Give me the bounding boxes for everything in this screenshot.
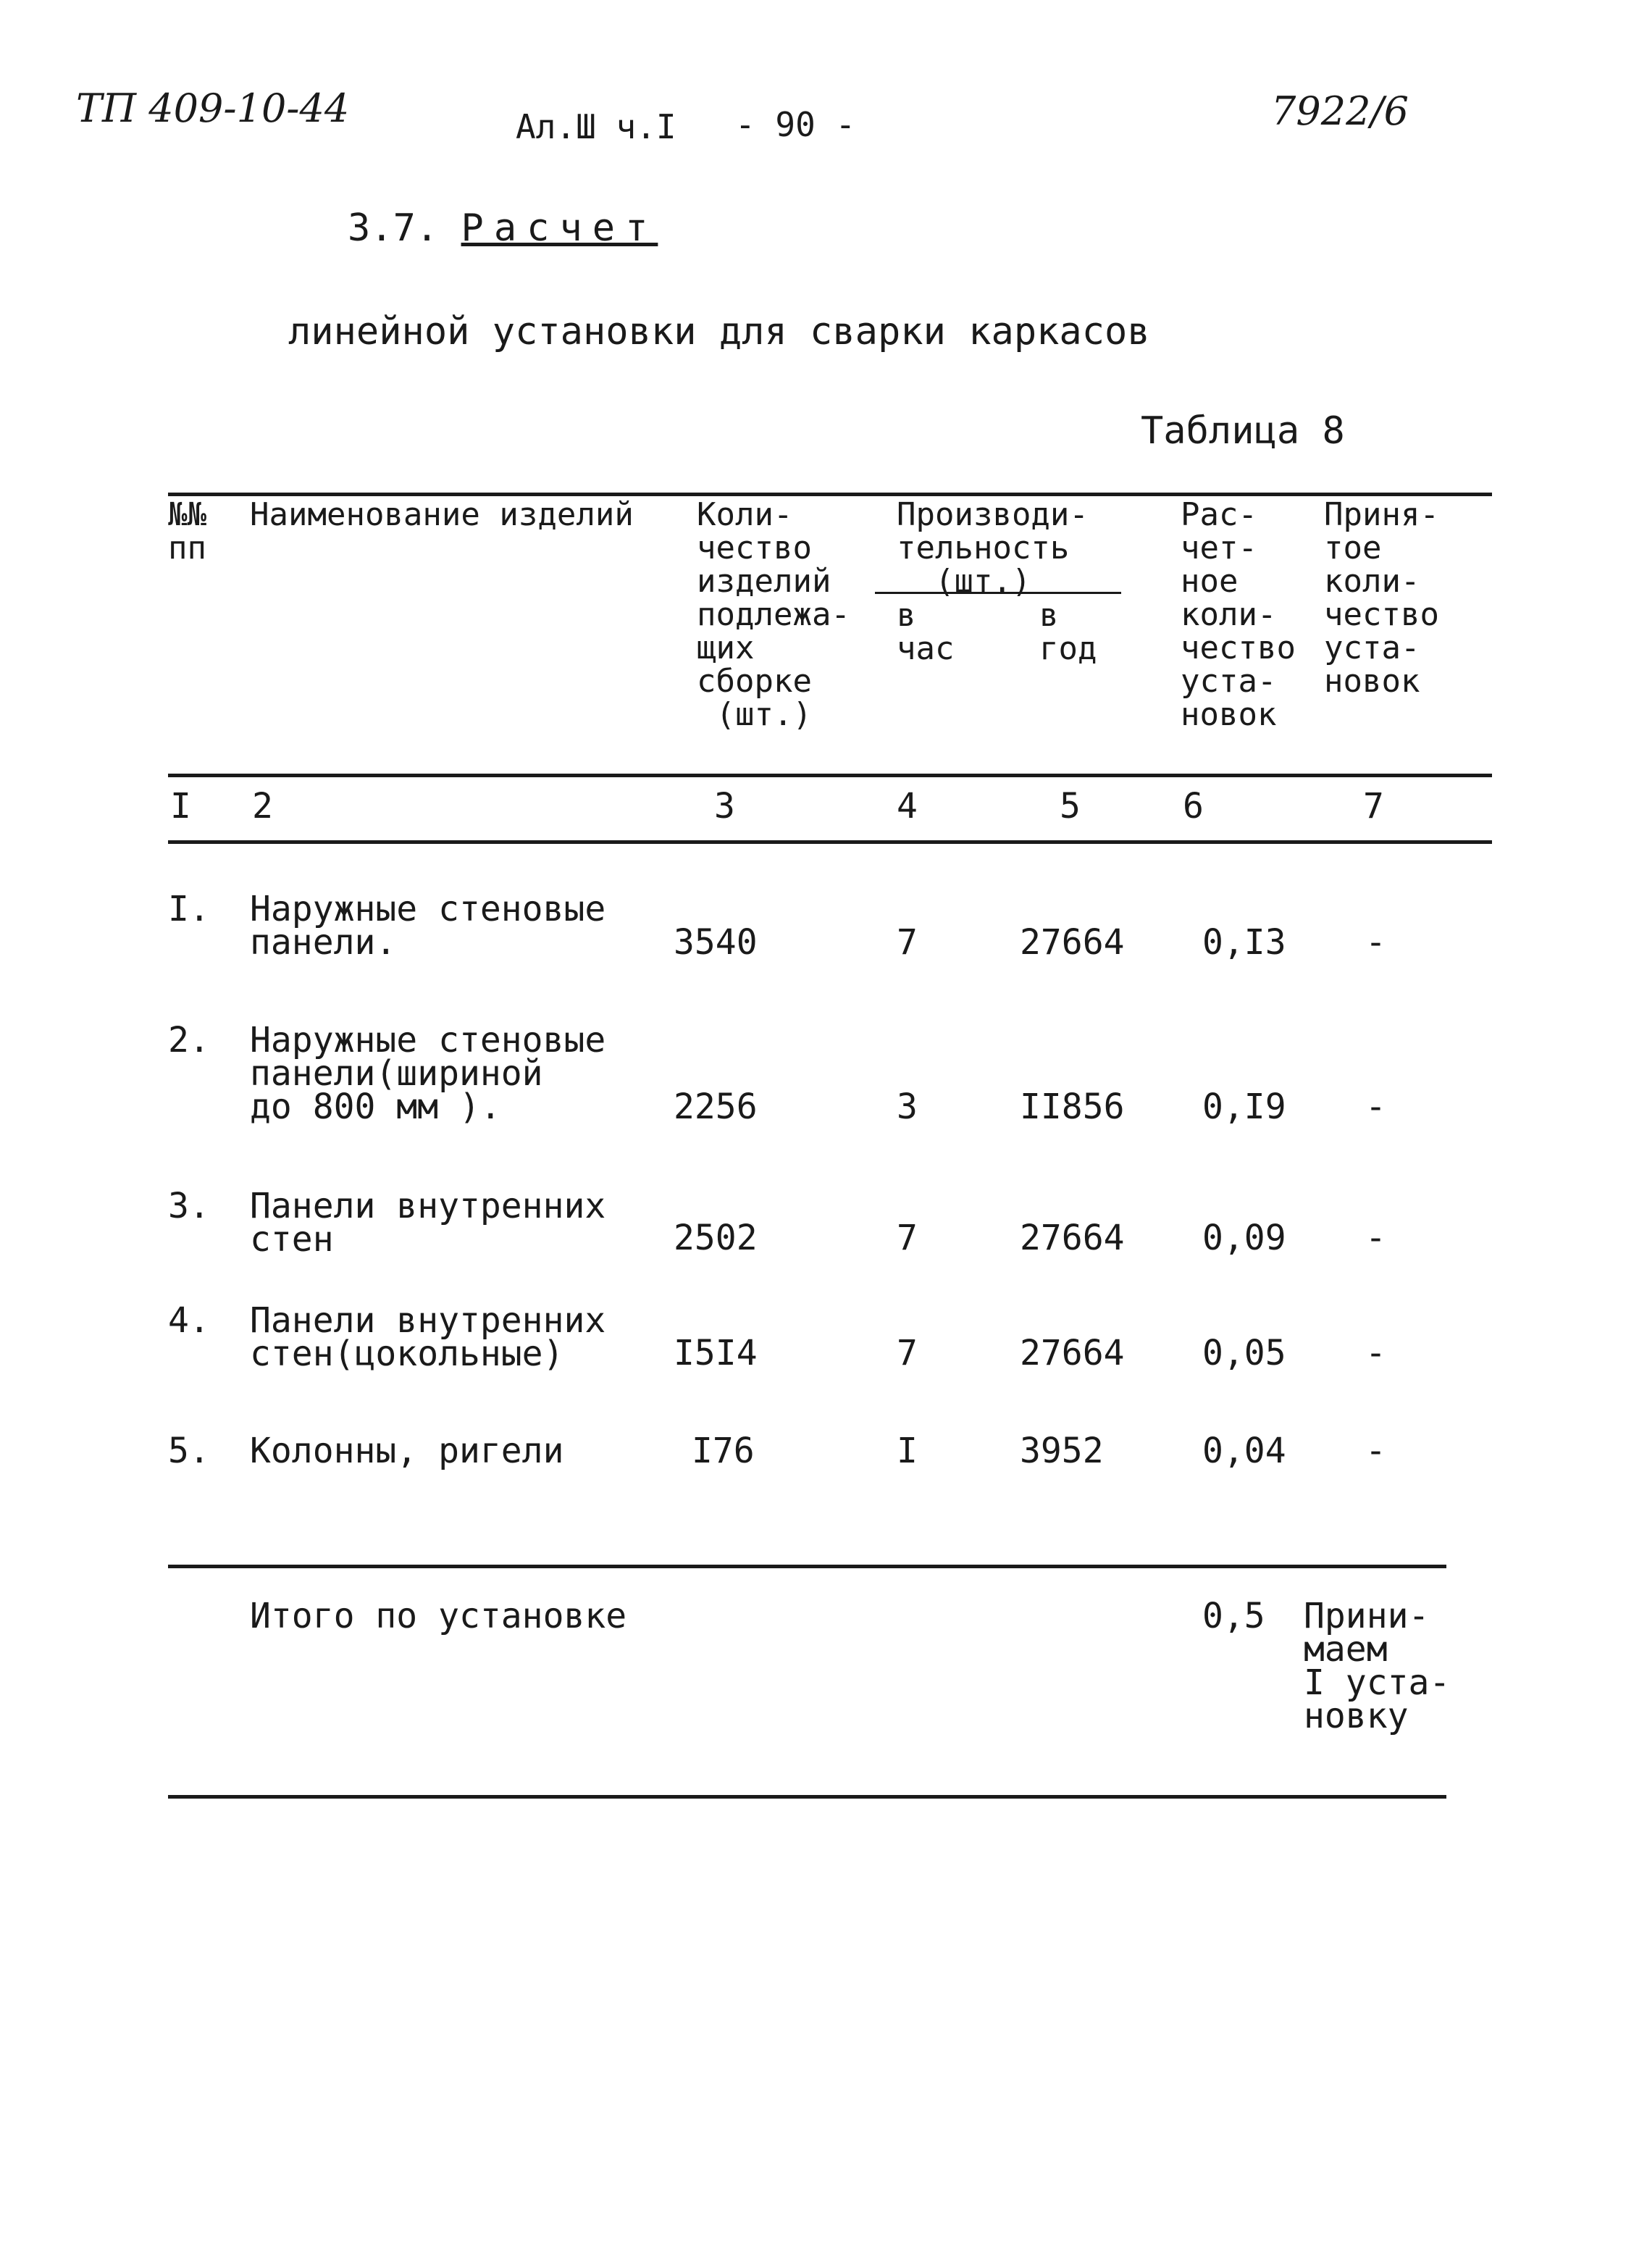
row-calculated-count: 0,I9 [1202,1087,1286,1127]
column-numbers-rule [168,840,1492,844]
row-accepted-count: - [1365,1218,1386,1258]
row-per-year: 3952 [1020,1431,1104,1471]
header-productivity: Производи- тельность (шт.) [897,496,1089,600]
row-number: 4. [168,1300,210,1341]
header-quantity: Коли- чество изделий подлежа- щих сборке (шт.) [697,496,850,733]
row-quantity: I76 [692,1431,755,1471]
total-calculated-count: 0,5 [1202,1596,1265,1636]
row-per-year: 27664 [1020,1218,1125,1258]
row-per-hour: 7 [897,922,918,963]
section-heading [348,206,658,250]
header-product-name: Наименование изделий [250,496,634,533]
row-accepted-count: - [1365,922,1386,963]
header-accepted-count: Приня- тое коли- чество уста- новок [1324,496,1439,700]
row-per-hour: 7 [897,1218,918,1258]
column-number-7: 7 [1363,786,1384,827]
row-quantity: 2502 [674,1218,758,1258]
row-accepted-count: - [1365,1087,1386,1127]
row-per-hour: I [897,1431,918,1471]
row-quantity: I5I4 [674,1333,758,1373]
album-ref: Ал.Ш ч.I [516,107,676,146]
row-number: I. [168,889,210,929]
page-number: - 90 - [735,105,856,144]
row-per-hour: 7 [897,1333,918,1373]
header-calculated-count: Рас- чет- ное коли- чество уста- новок [1181,496,1296,733]
header-row-number: №№ пп [168,496,206,566]
total-label: Итого по установке [250,1596,627,1636]
row-per-year: 27664 [1020,1333,1125,1373]
header-per-year: в год [1039,597,1097,667]
row-product-name: Колонны, ригели [250,1431,564,1471]
column-number-5: 5 [1060,786,1081,827]
total-top-rule [168,1565,1446,1568]
section-title: Расчет [461,206,658,250]
document-code: ТП 409-10-44 [76,85,350,131]
column-number-4: 4 [897,786,918,827]
row-accepted-count: - [1365,1333,1386,1373]
row-number: 2. [168,1020,210,1060]
row-calculated-count: 0,05 [1202,1333,1286,1373]
row-calculated-count: 0,I3 [1202,922,1286,963]
row-per-year: 27664 [1020,922,1125,963]
table-caption: Таблица 8 [1141,409,1345,453]
column-number-1: I [170,786,191,827]
row-product-name: Наружные стеновые панели. [250,889,606,963]
total-accepted-count: Прини- маем I уста- новку [1304,1596,1451,1736]
row-quantity: 3540 [674,922,758,963]
section-subtitle: линейной установки для сварки каркасов [288,310,1150,353]
section-number: 3.7. [348,206,439,250]
header-per-hour: в час [897,597,955,667]
column-number-6: 6 [1183,786,1204,827]
row-per-year: II856 [1020,1087,1125,1127]
header-bottom-rule [168,774,1492,777]
column-number-3: 3 [714,786,735,827]
row-number: 5. [168,1431,210,1471]
table-bottom-rule [168,1795,1446,1799]
row-per-hour: 3 [897,1087,918,1127]
row-calculated-count: 0,09 [1202,1218,1286,1258]
row-accepted-count: - [1365,1431,1386,1471]
row-product-name: Панели внутренних стен(цокольные) [250,1300,606,1374]
column-number-2: 2 [252,786,273,827]
sheet-number: 7922/6 [1271,88,1409,134]
row-quantity: 2256 [674,1087,758,1127]
row-number: 3. [168,1186,210,1226]
row-product-name: Панели внутренних стен [250,1186,606,1260]
row-calculated-count: 0,04 [1202,1431,1286,1471]
row-product-name: Наружные стеновые панели(шириной до 800 мм ). [250,1020,606,1127]
